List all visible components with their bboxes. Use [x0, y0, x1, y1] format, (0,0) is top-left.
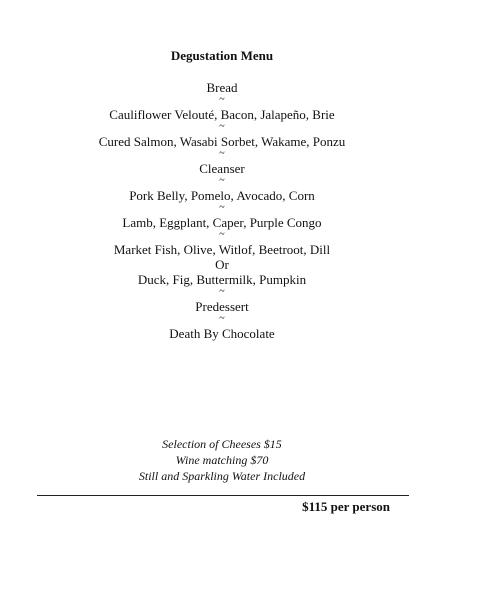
course-separator: ~: [219, 94, 225, 105]
course-or-label: Or: [215, 257, 229, 272]
course-market-fish: Market Fish, Olive, Witlof, Beetroot, Dill: [113, 242, 331, 257]
course-separator: ~: [219, 313, 225, 324]
course-separator: ~: [219, 202, 225, 213]
extras-block: [0, 436, 444, 484]
course-bread: Bread: [206, 80, 238, 95]
course-cleanser: Cleanser: [199, 161, 245, 176]
extra-wine-matching: Wine matching $70: [175, 453, 269, 467]
course-duck: Duck, Fig, Buttermilk, Pumpkin: [137, 272, 307, 287]
course-predessert: Predessert: [195, 299, 249, 314]
course-lamb: Lamb, Eggplant, Caper, Purple Congo: [122, 215, 322, 230]
extra-water: Still and Sparkling Water Included: [138, 469, 306, 483]
course-cauliflower-veloute: Cauliflower Velouté, Bacon, Jalapeño, Brie: [109, 107, 335, 122]
course-separator: ~: [219, 148, 225, 159]
course-cured-salmon: Cured Salmon, Wasabi Sorbet, Wakame, Ponzu: [98, 134, 346, 149]
extra-cheeses: Selection of Cheeses $15: [162, 437, 282, 451]
course-pork-belly: Pork Belly, Pomelo, Avocado, Corn: [129, 188, 315, 203]
menu-title: Degustation Menu: [170, 48, 274, 63]
course-separator: ~: [219, 229, 225, 240]
course-separator: ~: [219, 121, 225, 132]
price-per-person: $115 per person: [302, 499, 390, 514]
course-separator: ~: [219, 175, 225, 186]
course-list: [0, 80, 444, 341]
price-divider: [37, 495, 409, 496]
course-death-by-chocolate: Death By Chocolate: [169, 326, 275, 341]
course-separator: ~: [219, 286, 225, 297]
